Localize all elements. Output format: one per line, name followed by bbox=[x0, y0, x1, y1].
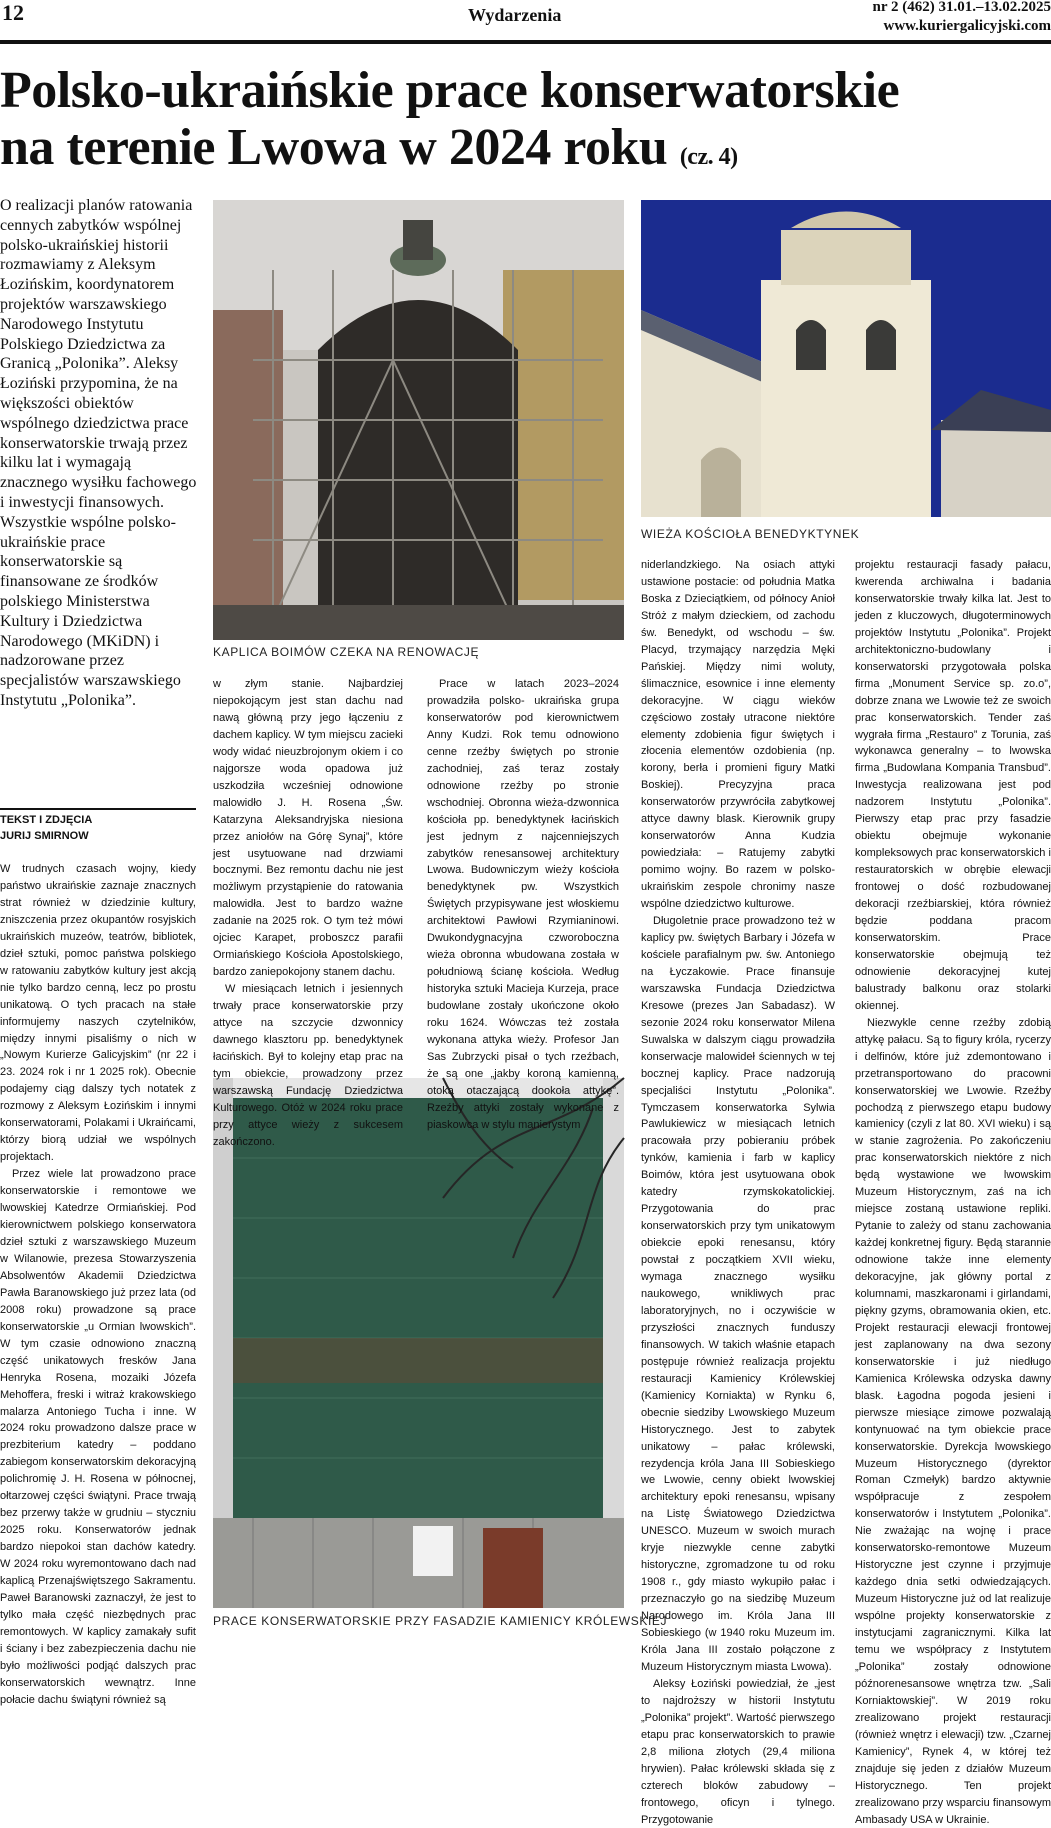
header-rule bbox=[0, 40, 1051, 44]
title-line-2 bbox=[0, 119, 1051, 186]
paragraph: w złym stanie. Najbardziej niepokojącym jest stan dachu nad nawą główną przy jego łączeniu z dachem kaplicy. W tym miejscu zacieki wody widać nieuzbrojonym okiem i co najgorsze woda opadowa już uszkodziła wcześniej odnowione malowidło J. H. Rosena „Św. Katarzyna Aleksandryjska niesiona przez aniołów na Górę Synaj”, które jest usytuowane nad drzwiami bocznymi. Bez remontu dachu nie jest możliwym przystąpienie do ratowania malowidła. Jest to bardzo ważne zadanie na 2025 rok. O tym też mówi ojciec Karapet, proboszcz parafii Ormiańskiego Kościoła Apostolskiego, bardzo zaniepokojony stanem dachu. bbox=[213, 678, 403, 979]
body-column-3 bbox=[427, 676, 619, 1131]
body-column-4 bbox=[641, 557, 835, 1826]
article-credits bbox=[0, 812, 196, 844]
article-lead: O realizacji planów ratowania cennych zabytków wspólnej polsko-ukraińskiej historii rozmawiamy z Aleksym Łozińskim, koordynatorem projektów warszawskiego Narodowego Instytutu Polskiego Dziedzictwa za Granicą „Polonika”. Aleksy Łoziński przypomina, że na większości obiektów wspólnego dziedzictwa prace konserwatorskie trwają przez kilku lat i wymagają znacznego wysiłku fachowego i inwestycji finansowych. Wszystkie wspólne polsko-ukraińskie prace konserwatorskie są finansowane ze środków polskiego Ministerstwa Kultury i Dziedzictwa Narodowego (MKiDN) i nadzorowane przez specjalistów warszawskiego Instytutu „Polonika”. bbox=[0, 197, 197, 709]
body-column-5 bbox=[855, 557, 1051, 1826]
paragraph: W miesiącach letnich i jesiennych trwały prace konserwatorskie przy attyce na szczycie dzwonnicy dawnego klasztoru pp. benedyktynek łacińskich. Był to kolejny etap prac na tym obiekcie, prowadzony przez warszawską Fundację Dziedzictwa Kulturowego. Otóż w 2024 roku prace przy attyce wieży z sukcesem zakończono. bbox=[213, 983, 403, 1148]
paragraph: Aleksy Łoziński powiedział, że „jest to najdroższy w historii Instytutu „Polonika” projekt”. Wartość pierwszego etapu prac konserwatorskich to prawie 2,8 miliona złotych (29,4 miliona hrywien). Pałac królewski składa się z czterech bloków zabudowy – frontowego, oficyn i tylnego. Przygotowanie bbox=[641, 1677, 835, 1826]
paragraph: W trudnych czasach wojny, kiedy państwo ukraińskie zaznaje znacznych strat również w dziedzinie kultury, zniszczenia przez okupantów rosyjskich ukraińskich muzeów, teatrów, bibliotek, dzieł sztuki, pomoc państwa polskiego w ratowaniu zabytków kultury jest akcją nie tylko bardzo cenną, lecz po prostu unikatową. O tych pracach na stałe informujemy naszych czytelników, między innymi pisaliśmy o nich w „Nowym Kurierze Galicyjskim” (nr 22 i 23. 2024 rok i nr 1 2025 rok). Obecnie podajemy ciąg dalszy tych notatek z rozmowy z Aleksym Łozińskim i innymi konserwatorami, Polakami i Ukraińcami, którzy biorą udział we wspólnych projektach. bbox=[0, 863, 196, 1164]
title-line-2-text: na terenie Lwowa w 2024 roku bbox=[0, 119, 668, 176]
paragraph: Przez wiele lat prowadzono prace konserwatorskie i remontowe we lwowskiej Katedrze Ormiańskiej. Pod kierownictwem polskiego konserwatora dzieł sztuki z warszawskiego Muzeum w Wilanowie, prezesa Stowarzyszenia Absolwentów Akademii Dziedzictwa Pawła Baranowskiego już przez lata (od 2008 roku) prowadzone są prace konserwatorskie „u Ormian lwowskich”. W tym czasie odnowiono znaczną część unikatowych fresków Jana Henryka Rosena, mozaiki Józefa Mehoffera, freski i witraż krakowskiego malarza Antoniego Tucha i inne. W 2024 roku prowadzono dalsze prace w prezbiterium katedry – poddano zabiegom konserwatorskim dekoracyjną polichromię J. H. Rosena w północnej, ołtarzowej części świątyni. Prace trwają bez przerwy także w grudniu – styczniu 2025 roku. Konserwatorów jednak bardzo niepokoi stan dachów katedry. W 2024 roku wyremontowano dach nad kaplicą Przenajświętszego Sakramentu. Paweł Baranowski zaznaczył, że jest to tylko mała część niezbędnych prac remontowych. W kaplicy zamakały sufit i ściany i bez zabezpieczenia dachu nie było możliwości podjąć dalszych prac konserwatorskich wewnątrz. Inne połacie dachu świątyni również są bbox=[0, 1168, 196, 1706]
paragraph: Niezwykle cenne rzeźby zdobią attykę pałacu. Są to figury króla, rycerzy i delfinów, które już zdemontowano i przetransportowano do pracowni konserwatorskiej we Lwowie. Rzeźby pochodzą z pierwszego etapu budowy kamienicy (czyli z lat 80. XVI wieku) i są w stanie zagrożenia. Po zakończeniu prac konserwatorskich niektóre z nich będą wystawione we lwowskim Muzeum Historycznym, zaś na ich miejsce zostaną ustawione repliki. Pytanie to zależy od stanu zachowania każdej konkretnej figury. Będą starannie odnowione także inne elementy dekoracyjne, jak główny portal z kolumnami, maszkaronami i girlandami, piękny gzyms, obramowania okien, etc. Projekt restauracji elewacji frontowej jest zaplanowany na dwa sezony konserwatorskie i już niedługo Kamienica Królewska odzyska dawny blask. Łagodna pogoda jesieni i pierwsze miesiące zimowe pozwalają kontynuować na tym obiekcie prace konserwatorskie. Dyrekcja lwowskiego Muzeum Historycznego (dyrektor Roman Czmełyk) bardzo aktywnie współpracuje z zespołem konserwatorów i Instytutem „Polonika”. Nie zważając na wojnę i prace konserwatorsko-remontowe Muzeum Historyczne jest czynne i przyjmuje każdego dnia setki odwiedzających. Muzeum Historyczne już od lat realizuje wspólne projekty konserwatorskie z instytucjami zagranicznymi. Kilka lat temu we współpracy z Instytutem „Polonika” zostały odnowione późnorenesansowe wnętrza tzw. „Sali Korniaktowskiej”. W 2019 roku zrealizowano projekt restauracji (również wnętrz i elewacji) tzw. „Czarnej Kamienicy”, Rynek 4, w której też znajduje się jeden z działów Muzeum Historycznego. Ten projekt zrealizowano przy wsparciu finansowym Ambasady USA w Ukrainie. bbox=[855, 1016, 1051, 1826]
photo-facade-caption: PRACE KONSERWATORSKIE PRZY FASADZIE KAMIENICY KRÓLEWSKIEJ bbox=[213, 1614, 668, 1628]
photo-tower-caption: WIEŻA KOŚCIOŁA BENEDYKTYNEK bbox=[641, 527, 860, 541]
issue-info bbox=[873, 0, 1051, 36]
section-title: Wydarzenia bbox=[468, 5, 562, 25]
body-column-2 bbox=[213, 676, 403, 1148]
issue-number: nr 2 (462) 31.01.–13.02.2025 bbox=[872, 0, 1051, 15]
photo-tower bbox=[641, 200, 1051, 517]
photo-facade bbox=[213, 1078, 624, 1608]
title-part: (cz. 4) bbox=[679, 144, 738, 170]
credits-label: TEKST I ZDJĘCIA bbox=[0, 814, 93, 826]
article-title bbox=[0, 62, 1051, 186]
photo-chapel-caption: KAPLICA BOIMÓW CZEKA NA RENOWACJĘ bbox=[213, 645, 480, 659]
paragraph: Prace w latach 2023–2024 prowadziła polsko- ukraińska grupa konserwatorów pod kierownictwem Anny Kudzi. Rok temu odnowiono cenne rzeźby świętych po stronie zachodniej, zaś teraz zostały odnowione rzeźby po stronie wschodniej. Obronna wieża-dzwonnica kościoła pp. benedyktynek łacińskich jest jednym z najcenniejszych zabytków renesansowej architektury Lwowa. Budowniczym wieży kościoła benedyktynek pw. Wszystkich Świętych przypisywane jest włoskiemu architektowi Pawłowi Rzymianinowi. Dwukondygnacyjna czworoboczna wieża obronna wbudowana została w południową ścianę kościoła. Według historyka sztuki Macieja Kurzeja, prace budowlane zostały ukończone około roku 1624. Wówczas też została wykonana attyka wieży. Profesor Jan Sas Zubrzycki pisał o tych rzeźbach, że są one „jakby koroną kamienną, otoką otaczającą dookoła attykę”. Rzeźby attyki zostały wykonane z piaskowca w stylu manierystym bbox=[427, 678, 619, 1131]
paragraph: niderlandzkiego. Na osiach attyki ustawione postacie: od południa Matka Boska z Dzieciątkiem, od północy Anioł Stróż z małym dzieckiem, od zachodu św. Benedykt, od wschodu – św. Placyd, trzymający narzędzia Męki Pańskiej. Między nimi woluty, ślimacznice, esownice i inne elementy dekoracyjne. W ciągu wieków częściowo zostały utracone niektóre elementy zdobienia figur świętych i złocenia elementów ozdobienia (np. korony, berła i promieni figury Matki Boskiej). Precyzyjna praca konserwatorów przywróciła zabytkowej attyce dawny blask. Kierownik grupy konserwatorów Anna Kudzia powiedziała: – Ratujemy zabytki pomimo wojny. Bo razem w polsko-ukraińskim zespole chronimy nasze wspólne dziedzictwo kulturowe. bbox=[641, 559, 835, 911]
page-number: 12 bbox=[2, 0, 24, 25]
credits-rule bbox=[0, 808, 196, 810]
paragraph: Długoletnie prace prowadzono też w kaplicy pw. świętych Barbary i Józefa w kościele parafialnym pw. św. Antoniego na Łyczakowie. Prace finansuje warszawska Fundacja Dziedzictwa Kresowe (prezes Jan Sabadasz). W sezonie 2024 roku konserwator Milena Suwalska w dalszym ciągu prowadziła konserwacje malowideł ściennych w tej bocznej kaplicy. Prace nadzorują specjaliści Instytutu „Polonika”. Tymczasem konserwatorka Sylwia Pawlukiewicz w miesiącach letnich pracowała przy pobieraniu próbek tynków, kamienia i farb w kaplicy Boimów, która jest usytuowana obok katedry rzymskokatolickiej. Przygotowania do prac konserwatorskich przy tym unikatowym obiekcie epoki renesansu, który powstał z początkiem XVII wieku, wymaga znacznego wysiłku naukowego, wnikliwych prac laboratoryjnych, no i oczywiście w przyszłości znacznych funduszy finansowych. W takich właśnie etapach postępuje również realizacja projektu restauracji Kamienicy Królewskiej (Kamienicy Korniakta) w Rynku 6, obecnie siedziby Lwowskiego Muzeum Historycznego. Jest to zabytek unikatowy – pałac królewski, rezydencja króla Jana III Sobieskiego we Lwowie, cenny obiekt lwowskiej architektury epoki renesansu, wpisany na Listę Światowego Dziedzictwa UNESCO. Muzeum w swoich murach kryje niezwykle cenne zabytki historyczne, zgromadzone tu od roku 1908 r., gdy miasto wykupiło pałac i przeznaczyło go na siedzibę Muzeum Narodowego im. Króla Jana III Sobieskiego (w 1940 roku Muzeum im. Króla Jana III zostało połączone z Muzeum Historycznym miasta Lwowa). bbox=[641, 915, 835, 1673]
body-column-1 bbox=[0, 861, 196, 1706]
paragraph: projektu restauracji fasady pałacu, kwerenda archiwalna i badania konserwatorskie trwały kilka lat. Jest to jeden z kluczowych, długoterminowych projektów Instytutu „Polonika”. Projekt architektoniczno-budowlany i konserwatorski przygotowała polska firma „Monument Service sp. zo.o”, dobrze znana we Lwowie też ze swoich prac konserwatorskich. Tender zaś wygrała firma „Restauro” z Torunia, zaś wykonawca generalny – to lwowska firma „Budowlana Kompania Transbud”. Inwestycja realizowana jest pod nadzorem Instytutu „Polonika”. Pierwszy etap prac przy fasadzie obiektu obejmuje wykonanie kompleksowych prac konserwatorskich i restauratorskich w obrębie elewacji frontowej o dość rozbudowanej dekoracji rzeźbiarskiej, która również będzie poddana pracom konserwatorskim. Prace konserwatorskie obejmują też odnowienie dekoracyjnej kutej balustrady balkonu oraz stolarki okiennej. bbox=[855, 559, 1051, 1012]
title-line-1: Polsko-ukraińskie prace konserwatorskie bbox=[0, 62, 900, 119]
photo-chapel bbox=[213, 200, 624, 640]
website-link[interactable]: www.kuriergalicyjski.com bbox=[883, 18, 1051, 34]
author-name: JURIJ SMIRNOW bbox=[0, 830, 89, 842]
